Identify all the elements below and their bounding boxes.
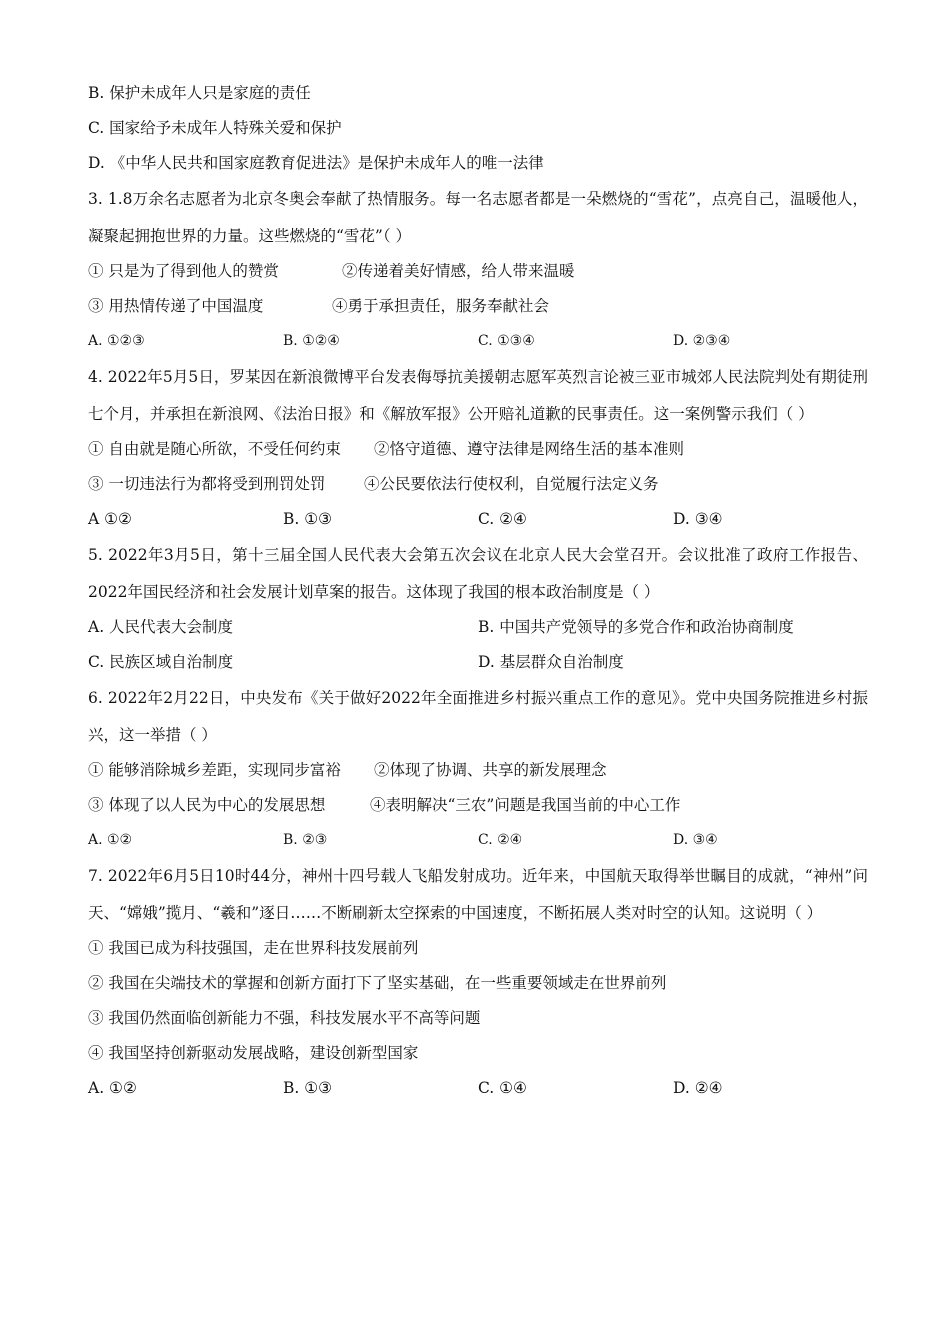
statement: ③ 体现了以人民为中心的发展思想 <box>88 796 326 814</box>
statement: ① 我国已成为科技强国，走在世界科技发展前列 <box>88 939 419 957</box>
answer-option[interactable]: D. ②③④ <box>673 333 731 349</box>
answer-option[interactable]: B. 中国共产党领导的多党合作和政治协商制度 <box>478 618 794 636</box>
question-stem: 7. 2022年6月5日10时44分，神州十四号载人飞船发射成功。近年来，中国航天取得举世瞩目的成就，“神州”问天、“嫦娥”揽月、“羲和”逐日……不断刷新太空探索的中国速度，不断拓展人类对时空的认知。这说明（ ） <box>88 867 868 922</box>
answer-option[interactable]: C. 民族区域自治制度 <box>88 653 234 671</box>
option-d: D. 《中华人民共和国家庭教育促进法》是保护未成年人的唯一法律 <box>88 154 544 172</box>
answer-option[interactable]: A. ①② <box>88 1079 137 1097</box>
statement: ④ 我国坚持创新驱动发展战略，建设创新型国家 <box>88 1044 419 1062</box>
statement: ③ 一切违法行为都将受到刑罚处罚 <box>88 475 326 493</box>
statement: ②恪守道德、遵守法律是网络生活的基本准则 <box>374 440 685 458</box>
statement: ① 只是为了得到他人的赞赏 <box>88 262 279 280</box>
answer-options <box>88 502 868 537</box>
statement-row <box>88 254 868 289</box>
answer-option[interactable]: D. 基层群众自治制度 <box>478 653 624 671</box>
question-stem: 6. 2022年2月22日，中央发布《关于做好2022年全面推进乡村振兴重点工作的意见》。党中央国务院推进乡村振兴，这一举措（ ） <box>88 689 868 744</box>
answer-option[interactable]: B. ①②④ <box>283 333 340 349</box>
exam-page <box>88 76 868 1106</box>
statement: ②体现了协调、共享的新发展理念 <box>374 761 607 779</box>
answer-option[interactable]: A. ①② <box>88 832 133 848</box>
statement: ② 我国在尖端技术的掌握和创新方面打下了坚实基础，在一些重要领域走在世界前列 <box>88 974 667 992</box>
question-5 <box>88 537 868 610</box>
answer-option[interactable]: A. ①②③ <box>88 333 145 349</box>
answer-option[interactable]: B. ①③ <box>283 510 333 528</box>
answer-options <box>88 823 868 858</box>
answer-options <box>88 324 868 359</box>
statement: ① 能够消除城乡差距，实现同步富裕 <box>88 761 341 779</box>
option-b: B. 保护未成年人只是家庭的责任 <box>88 84 311 102</box>
statement: ① 自由就是随心所欲，不受任何约束 <box>88 440 341 458</box>
answer-option[interactable]: A. 人民代表大会制度 <box>88 618 234 636</box>
question-6 <box>88 680 868 753</box>
statement: ④表明解决“三农”问题是我国当前的中心工作 <box>370 796 681 814</box>
statement: ④勇于承担责任，服务奉献社会 <box>332 297 550 315</box>
answer-option[interactable]: A ①② <box>88 510 132 528</box>
answer-option[interactable]: D. ③④ <box>673 510 723 528</box>
answer-option[interactable]: C. ②④ <box>478 832 523 848</box>
answer-option[interactable]: C. ②④ <box>478 510 527 528</box>
statement-row <box>88 289 868 324</box>
answer-option[interactable]: D. ②④ <box>673 1079 723 1097</box>
statement-row <box>88 432 868 467</box>
answer-option[interactable]: B. ①③ <box>283 1079 333 1097</box>
statement: ④公民要依法行使权利，自觉履行法定义务 <box>364 475 659 493</box>
statement: ③ 我国仍然面临创新能力不强，科技发展水平不高等问题 <box>88 1009 481 1027</box>
statement-row <box>88 753 868 788</box>
answer-options <box>88 645 868 680</box>
answer-option[interactable]: C. ①③④ <box>478 333 535 349</box>
statement-row <box>88 467 868 502</box>
question-stem: 4. 2022年5月5日，罗某因在新浪微博平台发表侮辱抗美援朝志愿军英烈言论被三亚市城郊人民法院判处有期徒刑七个月，并承担在新浪网、《法治日报》和《解放军报》公开赔礼道歉的民事责任。这一案例警示我们（ ） <box>88 368 868 423</box>
question-4 <box>88 359 868 432</box>
question-7 <box>88 858 868 931</box>
statement-row <box>88 788 868 823</box>
question-stem: 3. 1.8万余名志愿者为北京冬奥会奉献了热情服务。每一名志愿者都是一朵燃烧的“雪花”，点亮自己，温暖他人，凝聚起拥抱世界的力量。这些燃烧的“雪花”（ ） <box>88 190 868 245</box>
answer-option[interactable]: B. ②③ <box>283 832 328 848</box>
answer-options <box>88 1071 868 1106</box>
option-c: C. 国家给予未成年人特殊关爱和保护 <box>88 119 342 137</box>
answer-options <box>88 610 868 645</box>
answer-option[interactable]: C. ①④ <box>478 1079 527 1097</box>
statement: ③ 用热情传递了中国温度 <box>88 297 264 315</box>
question-3 <box>88 181 868 254</box>
answer-option[interactable]: D. ③④ <box>673 832 718 848</box>
statement: ②传递着美好情感，给人带来温暖 <box>342 262 575 280</box>
question-stem: 5. 2022年3月5日，第十三届全国人民代表大会第五次会议在北京人民大会堂召开。会议批准了政府工作报告、2022年国民经济和社会发展计划草案的报告。这体现了我国的根本政治制度是（ ） <box>88 546 868 601</box>
